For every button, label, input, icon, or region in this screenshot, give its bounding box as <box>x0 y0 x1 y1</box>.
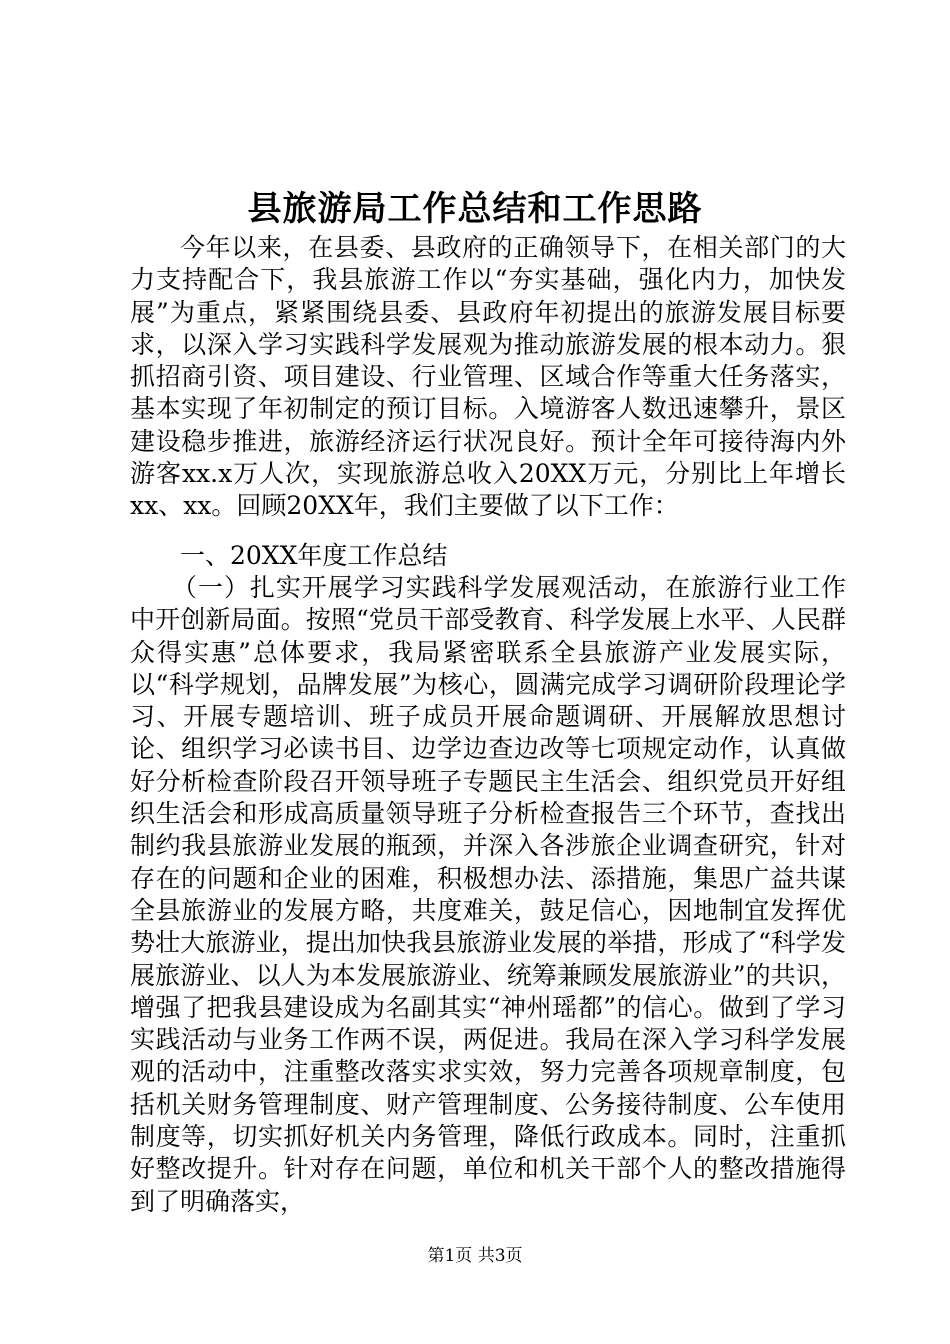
document-title: 县旅游局工作总结和工作思路 <box>247 189 703 229</box>
page-footer <box>0 1244 950 1268</box>
intro-paragraph: 今年以来，在县委、县政府的正确领导下，在相关部门的大力支持配合下，我县旅游工作以“夯实基础，强化内力，加快发展”为重点，紧紧围绕县委、县政府年初提出的旅游发展目标要求，以深入学习实践科学发展观为推动旅游发展的根本动力。狠抓招商引资、项目建设、行业管理、区域合作等重大任务落实，基本实现了年初制定的预订目标。入境游客人数迅速攀升，景区建设稳步推进，旅游经济运行状况良好。预计全年可接待海内外游客xx.x万人次，实现旅游总收入20XX万元，分别比上年增长xx、xx。回顾20XX年，我们主要做了以下工作： <box>130 233 846 521</box>
page-indicator: 第1页 共3页 <box>427 1246 523 1266</box>
section-heading: 一、20XX年度工作总结 <box>180 541 448 570</box>
section-paragraph: （一）扎实开展学习实践科学发展观活动，在旅游行业工作中开创新局面。按照“党员干部受教育、科学发展上水平、人民群众得实惠”总体要求，我局紧密联系全县旅游产业发展实际，以“科学规划，品牌发展”为核心，圆满完成学习调研阶段理论学习、开展专题培训、班子成员开展命题调研、开展解放思想讨论、组织学习必读书目、边学边查边改等七项规定动作，认真做好分析检查阶段召开领导班子专题民主生活会、组织党员开好组织生活会和形成高质量领导班子分析检查报告三个环节，查找出制约我县旅游业发展的瓶颈，并深入各涉旅企业调查研究，针对存在的问题和企业的困难，积极想办法、添措施，集思广益共谋全县旅游业的发展方略，共度难关，鼓足信心，因地制宜发挥优势壮大旅游业，提出加快我县旅游业发展的举措，形成了“科学发展旅游业、以人为本发展旅游业、统筹兼顾发展旅游业”的共识，增强了把我县建设成为名副其实“神州瑶都”的信心。做到了学习实践活动与业务工作两不误，两促进。我局在深入学习科学发展观的活动中，注重整改落实求实效，努力完善各项规章制度，包括机关财务管理制度、财产管理制度、公务接待制度、公车使用制度等，切实抓好机关内务管理，降低行政成本。同时，注重抓好整改提升。针对存在问题，单位和机关干部个人的整改措施得到了明确落实， <box>130 573 846 1216</box>
